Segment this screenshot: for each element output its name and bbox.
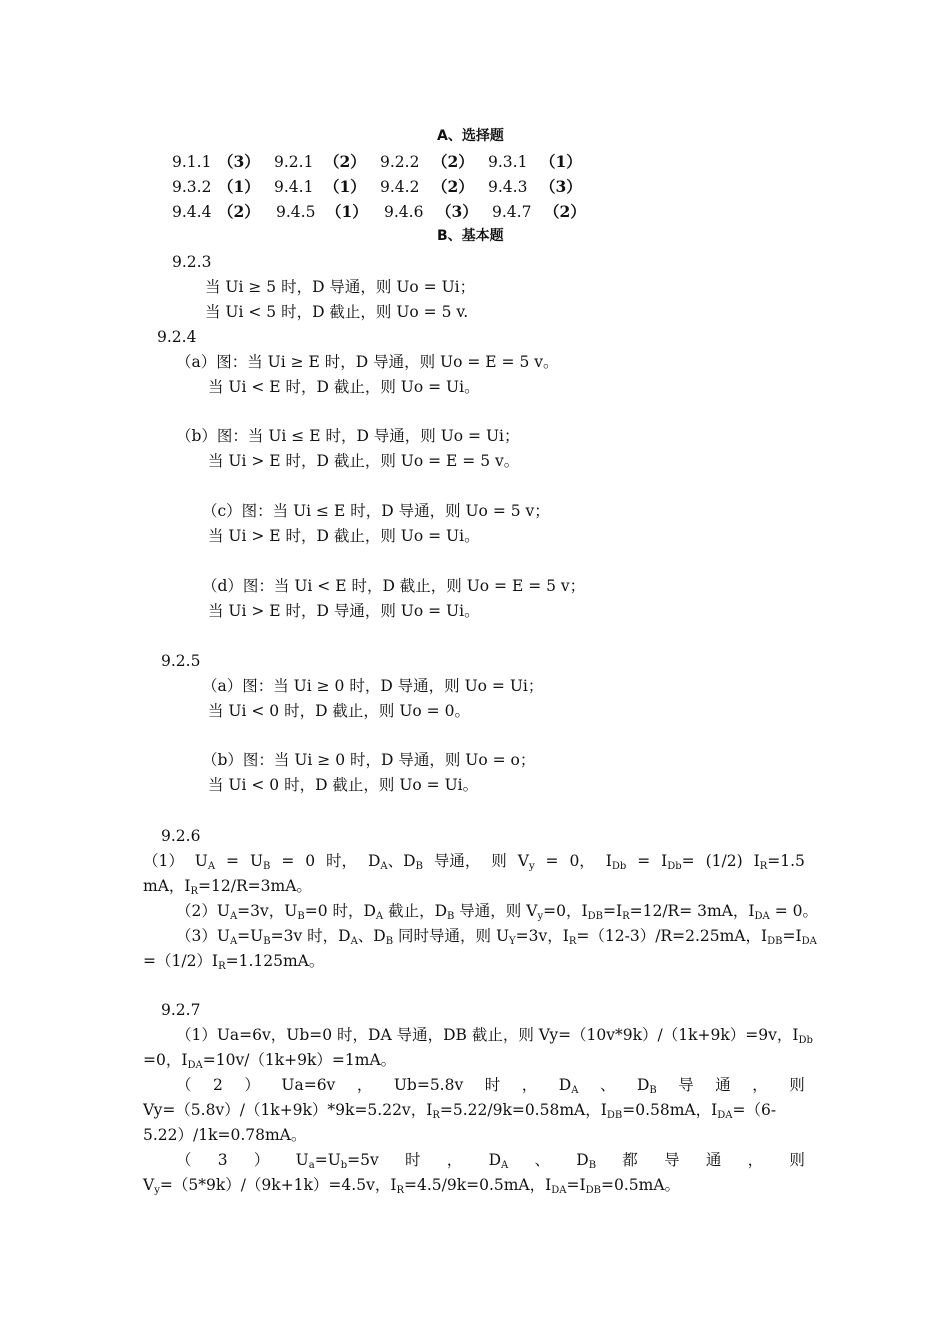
answer-line: 当 Ui > E 时，D 截止，则 Uo = Ui。 <box>208 527 480 545</box>
answer-line: 当 Ui < E 时，D 截止，则 Uo = Ui。 <box>208 378 480 396</box>
answer-line: （b）图：当 Ui ≥ 0 时，D 导通，则 Uo = o； <box>202 751 536 769</box>
choice-row-1: 9.1.1 （3） 9.2.1 （2） 9.2.2 （2） 9.3.1 （1） <box>172 152 582 171</box>
answer-line: mA，$I_R=12/R=3mA$。 <box>143 877 312 897</box>
answer-line: $(2)U_A=3v$，$U_B=0$ 时，$D_A$ 截止，$D_B$ 导通，则 $V_y=0$，$I_{DB}=I_R=12/R= 3mA$，$I_{DA} = 0$。 <box>176 902 818 922</box>
problem-number: 9.2.4 <box>157 328 197 346</box>
answer-line: （1） $U_A$ = $U_B$ = 0 时， $D_A$、$D_B$ 导通， 则 $V_y$ = 0， $I_{Db}$ = $I_{Db}=$ (1/2) $I_R=1.5$ <box>143 852 805 872</box>
answer-line: （c）图：当 Ui ≤ E 时，D 导通，则 Uo = 5 v； <box>202 502 550 520</box>
answer-line: 5.22）/1k=0.78mA。 <box>143 1126 307 1144</box>
answer-line: Vy=（5.8v）/（1k+9k）*9k=5.22v，$I_R=5.22/9k=0.58mA$，$I_{DB}=0.58mA$，$I_{DA}=(6-$ <box>143 1101 777 1121</box>
answer-line: $V_y=(5*9k)/(9k+1k)=4.5v$，$I_R=4.5/9k=0.5mA$，$I_{DA}=I_{DB}=0.5mA$。 <box>143 1176 681 1196</box>
answer-line: =0，$I_{DA}=10v/(1k+9k)=1mA$。 <box>143 1051 397 1071</box>
answer-line: 当 Ui > E 时，D 截止，则 Uo = E = 5 v。 <box>208 452 520 470</box>
answer-line: 当 Ui > E 时，D 导通，则 Uo = Ui。 <box>208 602 480 620</box>
answer-line: （d）图：当 Ui < E 时，D 截止，则 Uo = E = 5 v； <box>202 577 586 595</box>
answer-line: 当 Ui ≥ 5 时，D 导通，则 Uo = Ui； <box>205 278 476 296</box>
answer-line: （ 3 ） $U_a=U_b=5v$ 时 ， $D_A$ 、 $D_B$ 都 导 通 ， 则 <box>176 1151 805 1171</box>
answer-line: （a）图：当 Ui ≥ 0 时，D 导通，则 Uo = Ui； <box>202 677 544 695</box>
section-b-title: B、基本题 <box>437 228 504 244</box>
answer-line: 当 Ui < 0 时，D 截止，则 Uo = 0。 <box>208 702 470 720</box>
problem-number: 9.2.3 <box>172 253 212 271</box>
answer-line: （1）Ua=6v，Ub=0 时，DA 导通，DB 截止，则 Vy=（10v*9k）/（1k+9k）=9v，$I_{Db}$ <box>176 1026 813 1046</box>
answer-line: （a）图：当 Ui ≥ E 时，D 导通，则 Uo = E = 5 v。 <box>176 353 559 371</box>
answer-line: 当 Ui < 5 时，D 截止，则 Uo = 5 v. <box>205 303 469 321</box>
problem-number: 9.2.7 <box>161 1001 201 1019</box>
choice-row-2: 9.3.2 （1） 9.4.1 （1） 9.4.2 （2） 9.4.3 （3） <box>172 177 582 196</box>
section-a-title: A、选择题 <box>437 128 504 144</box>
answer-line: （b）图：当 Ui ≤ E 时，D 导通，则 Uo = Ui； <box>176 427 520 445</box>
choice-row-3: 9.4.4 （2） 9.4.5 （1） 9.4.6 （3） 9.4.7 （2） <box>172 202 586 221</box>
answer-line: $=(1/2)I_R=1.125mA$。 <box>143 952 325 972</box>
problem-number: 9.2.6 <box>161 827 201 845</box>
problem-number: 9.2.5 <box>161 652 201 670</box>
answer-line: $(3)U_A=U_B=3v$ 时，$D_A$、$D_B$ 同时导通，则 $U_Y=3v$，$I_R=(12-3)/R=2.25mA$，$I_{DB}=I_{DA}$ <box>176 927 817 947</box>
answer-line: 当 Ui < 0 时，D 截止，则 Uo = Ui。 <box>208 776 479 794</box>
answer-line: （ 2 ） Ua=6v ， Ub=5.8v 时 ， $D_A$ 、 $D_B$ 导 通 ， 则 <box>176 1076 805 1096</box>
